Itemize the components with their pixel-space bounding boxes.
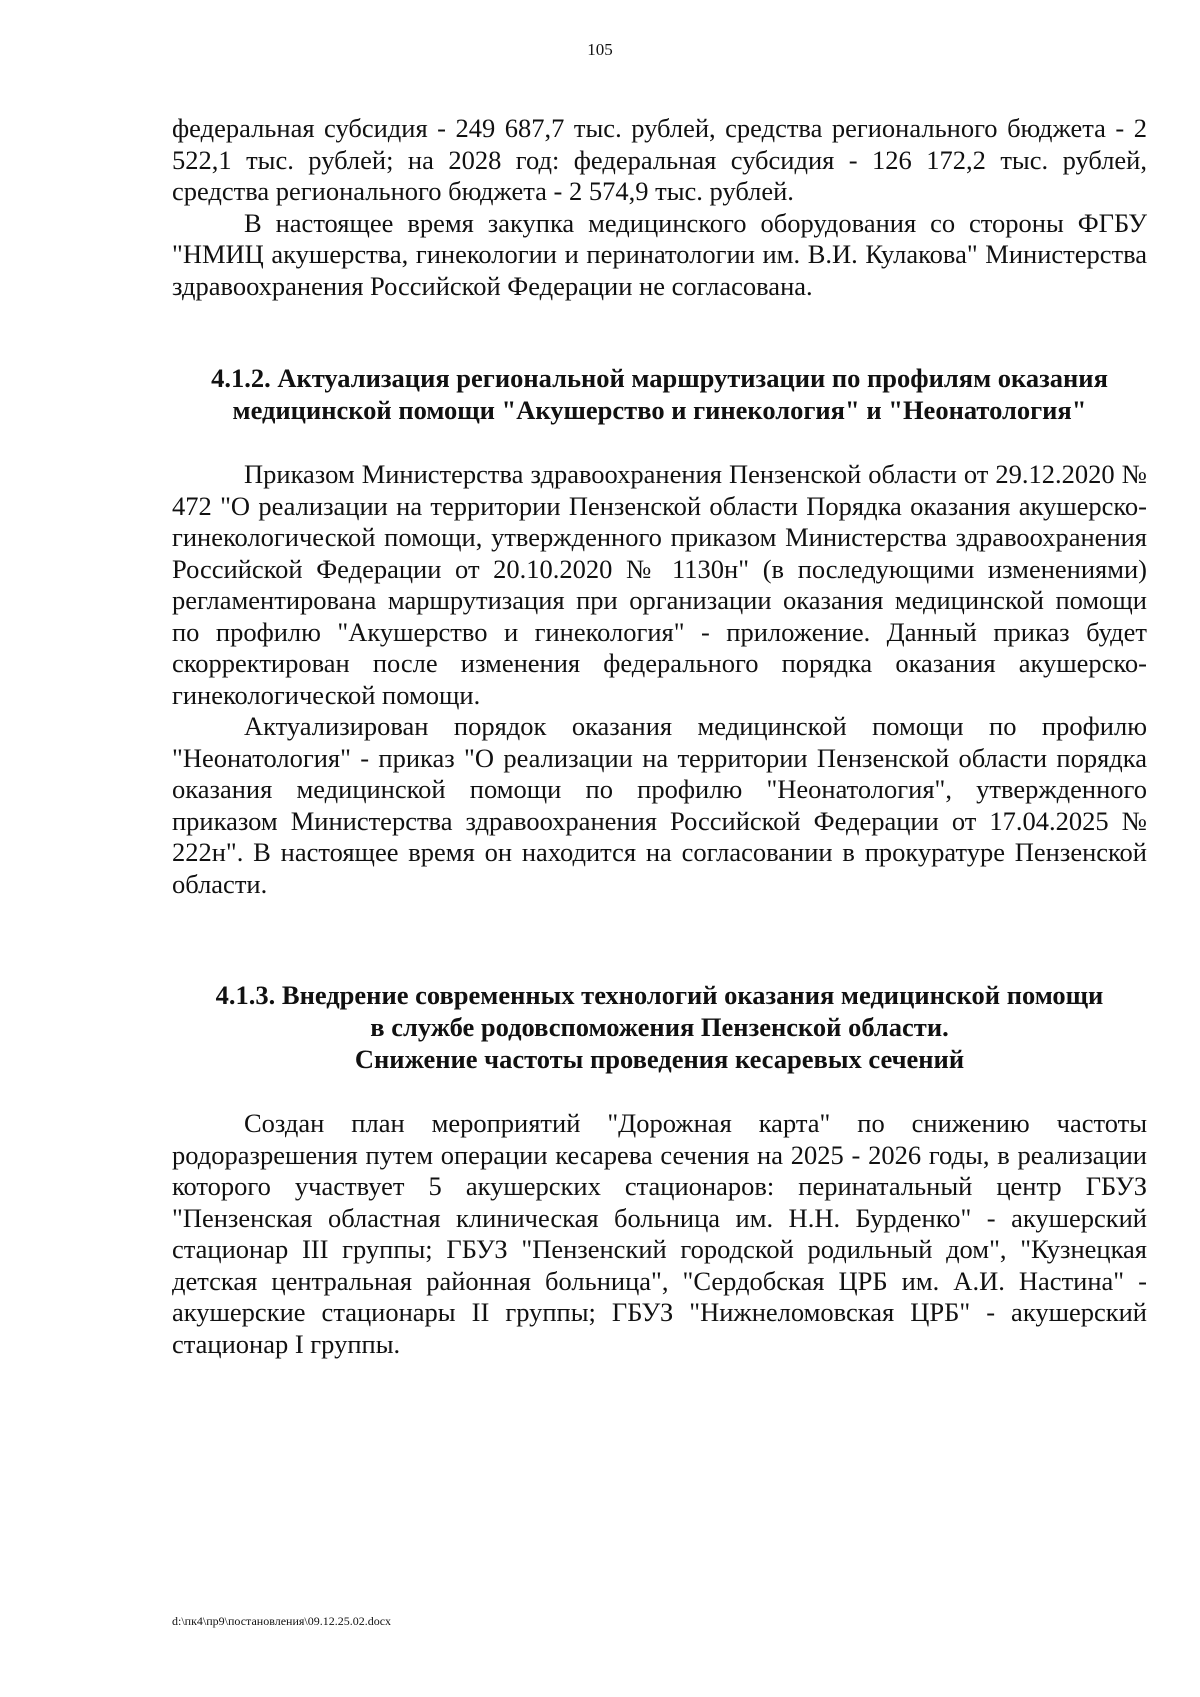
section-412-heading: 4.1.2. Актуализация региональной маршрутизации по профилям оказания медицинской помощи "Акушерство и гинекология" и "Неонатология" xyxy=(211,363,1108,425)
intro-paragraph-2: В настоящее время закупка медицинского оборудования со стороны ФГБУ "НМИЦ акушерства, гинекологии и перинатологии им. В.И. Кулакова" Министерства здравоохранения Российской Федерации не согласована. xyxy=(172,207,1147,301)
section-spacer xyxy=(172,900,1147,979)
section-spacer xyxy=(172,1075,1147,1108)
section-413-heading-line-2: в службе родовспоможения Пензенской области. xyxy=(370,1012,949,1042)
section-413-paragraph-1: Создан план мероприятий "Дорожная карта" по снижению частоты родоразрешения путем операции кесарева сечения на 2025 - 2026 годы, в реализации которого участвует 5 акушерских стационаров: перинатальный центр ГБУЗ "Пензенская областная клиническая больница им. Н.Н. Бурденко" - акушерский стационар III группы; ГБУЗ "Пензенский городской родильный дом", "Кузнецкая детская центральная районная больница", "Сердобская ЦРБ им. А.И. Настина" - акушерские стационары II группы; ГБУЗ "Нижнеломовская ЦРБ" - акушерский стационар I группы. xyxy=(172,1108,1147,1359)
section-412-paragraph-2: Актуализирован порядок оказания медицинской помощи по профилю "Неонатология" - приказ "О реализации на территории Пензенской области порядка оказания медицинской помощи по профилю "Неонатология", утвержденного приказом Министерства здравоохранения Российской Федерации от 17.04.2025 № 222н". В настоящее время он находится на согласовании в прокуратуре Пензенской области. xyxy=(172,711,1147,899)
section-413-heading-line-3: Снижение частоты проведения кесаревых сечений xyxy=(354,1044,965,1074)
section-spacer xyxy=(172,426,1147,459)
intro-paragraph-1: федеральная субсидия - 249 687,7 тыс. рублей, средства регионального бюджета - 2 522,1 тыс. рублей; на 2028 год: федеральная субсидия - 126 172,2 тыс. рублей, средства регионального бюджета - 2 574,9 тыс. рублей. xyxy=(172,113,1147,206)
section-413-heading-line-1: 4.1.3. Внедрение современных технологий оказания медицинской помощи xyxy=(215,980,1104,1010)
footer-file-path: d:\пк4\пр9\постановления\09.12.25.02.docx xyxy=(172,1614,392,1628)
document-body xyxy=(172,113,1147,1360)
section-412-paragraph-1: Приказом Министерства здравоохранения Пензенской области от 29.12.2020 № 472 "О реализации на территории Пензенской области Порядка оказания акушерско-гинекологической помощи, утвержденного приказом Министерства здравоохранения Российской Федерации от 20.10.2020 № 1130н" (в последующими изменениями) регламентирована маршрутизация при организации оказания медицинской помощи по профилю "Акушерство и гинекология" - приложение. Данный приказ будет скорректирован после изменения федерального порядка оказания акушерско-гинекологической помощи. xyxy=(172,459,1147,710)
page-number: 105 xyxy=(587,40,613,59)
section-413-heading xyxy=(172,979,1147,1075)
section-spacer xyxy=(172,302,1147,362)
